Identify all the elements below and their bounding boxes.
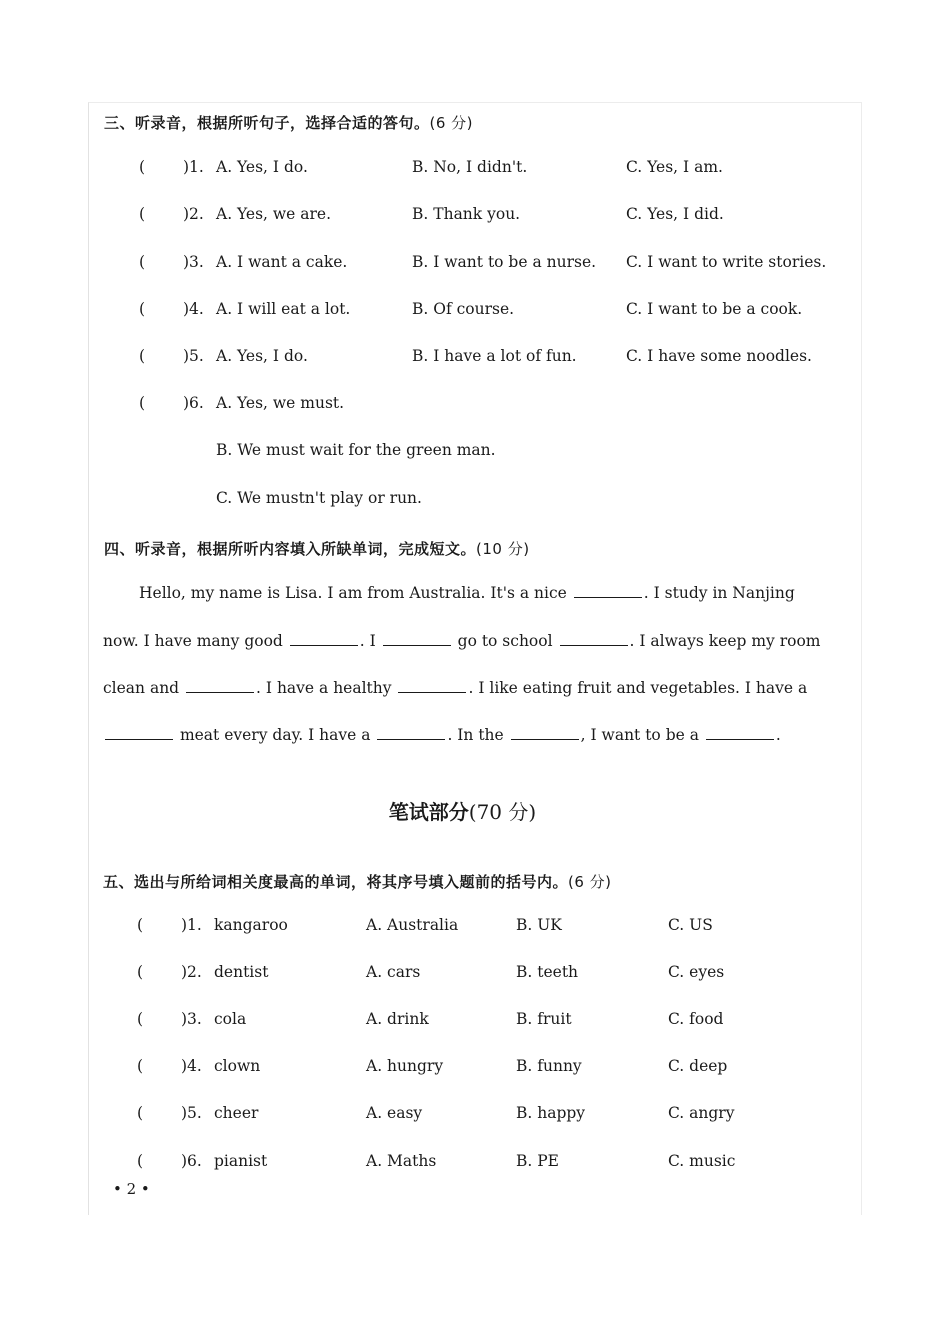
- option-b: B. Thank you.: [412, 205, 521, 223]
- option-b: B. PE: [516, 1152, 559, 1170]
- given-word: dentist: [214, 963, 269, 981]
- passage-text: now. I have many good: [103, 632, 283, 650]
- written-points: (70 分): [468, 800, 537, 824]
- option-a: A. hungry: [366, 1057, 444, 1075]
- given-word: kangaroo: [214, 916, 288, 934]
- passage-line-3: [103, 679, 807, 697]
- s5-question-6: [0, 1152, 950, 1176]
- section-5-title: 五、选出与所给词相关度最高的单词，将其序号填入题前的括号内。: [103, 873, 569, 891]
- s3-question-6: [0, 394, 950, 418]
- section-3-title: 三、听录音，根据所听句子，选择合适的答句。: [104, 114, 430, 132]
- s3-question-6-c: [0, 489, 950, 513]
- given-word: clown: [214, 1057, 261, 1075]
- fill-blank[interactable]: [560, 644, 628, 646]
- given-word: cheer: [214, 1104, 259, 1122]
- fill-blank[interactable]: [706, 738, 774, 740]
- section-5-heading: [103, 871, 612, 892]
- answer-paren[interactable]: (: [137, 963, 144, 981]
- answer-paren[interactable]: (: [137, 1010, 144, 1028]
- passage-text: , I want to be a: [580, 726, 699, 744]
- answer-paren[interactable]: (: [139, 205, 146, 223]
- option-a: A. Yes, we must.: [216, 394, 345, 412]
- question-number: )6.: [181, 1152, 202, 1170]
- written-title-text: 笔试部分: [388, 800, 469, 824]
- s3-question-5: [0, 347, 950, 371]
- fill-blank[interactable]: [511, 738, 579, 740]
- passage-text: meat every day. I have a: [179, 726, 371, 744]
- passage-text: Hello, my name is Lisa. I am from Australia. It's a nice: [139, 584, 567, 602]
- option-c: C. I want to be a cook.: [626, 300, 803, 318]
- question-number: )5.: [183, 347, 204, 365]
- s5-question-1: [0, 916, 950, 940]
- section-4-points: (10 分): [476, 540, 530, 558]
- option-a: A. I will eat a lot.: [216, 300, 351, 318]
- fill-blank[interactable]: [574, 596, 642, 598]
- passage-text: . I like eating fruit and vegetables. I have a: [468, 679, 808, 697]
- question-number: )4.: [181, 1057, 202, 1075]
- option-a: A. easy: [366, 1104, 423, 1122]
- passage-line-1: [139, 584, 795, 602]
- s5-question-4: [0, 1057, 950, 1081]
- question-number: )2.: [181, 963, 202, 981]
- page-number: • 2 •: [113, 1180, 150, 1198]
- question-number: )4.: [183, 300, 204, 318]
- section-3-points: (6 分): [429, 114, 474, 132]
- section-4-heading: [104, 538, 530, 559]
- passage-text: . I always keep my room: [629, 632, 821, 650]
- option-b: B. We must wait for the green man.: [216, 441, 496, 459]
- written-part-title: [0, 796, 925, 825]
- s3-question-1: [0, 158, 950, 182]
- option-c: C. deep: [668, 1057, 728, 1075]
- fill-blank[interactable]: [377, 738, 445, 740]
- option-c: C. music: [668, 1152, 736, 1170]
- s3-question-4: [0, 300, 950, 324]
- answer-paren[interactable]: (: [139, 158, 146, 176]
- question-number: )1.: [181, 916, 202, 934]
- option-a: A. Maths: [366, 1152, 437, 1170]
- passage-text: . I: [359, 632, 376, 650]
- passage-text: .: [775, 726, 781, 744]
- option-a: A. Australia: [366, 916, 459, 934]
- section-5-points: (6 分): [568, 873, 612, 891]
- s5-question-3: [0, 1010, 950, 1034]
- option-a: A. Yes, I do.: [216, 158, 308, 176]
- option-b: B. No, I didn't.: [412, 158, 528, 176]
- question-number: )3.: [183, 253, 204, 271]
- section-3-heading: [104, 112, 473, 133]
- answer-paren[interactable]: (: [139, 300, 146, 318]
- passage-text: . In the: [447, 726, 504, 744]
- given-word: cola: [214, 1010, 247, 1028]
- passage-text: . I study in Nanjing: [643, 584, 795, 602]
- option-b: B. fruit: [516, 1010, 572, 1028]
- option-c: C. We mustn't play or run.: [216, 489, 422, 507]
- question-number: )3.: [181, 1010, 202, 1028]
- option-b: B. UK: [516, 916, 562, 934]
- s3-question-3: [0, 253, 950, 277]
- option-c: C. I want to write stories.: [626, 253, 827, 271]
- option-c: C. I have some noodles.: [626, 347, 812, 365]
- answer-paren[interactable]: (: [137, 1057, 144, 1075]
- fill-blank[interactable]: [383, 644, 451, 646]
- passage-text: . I have a healthy: [256, 679, 392, 697]
- option-b: B. happy: [516, 1104, 586, 1122]
- option-c: C. food: [668, 1010, 724, 1028]
- answer-paren[interactable]: (: [139, 394, 146, 412]
- option-b: B. I have a lot of fun.: [412, 347, 577, 365]
- answer-paren[interactable]: (: [137, 1152, 144, 1170]
- answer-paren[interactable]: (: [137, 916, 144, 934]
- fill-blank[interactable]: [186, 691, 254, 693]
- answer-paren[interactable]: (: [139, 253, 146, 271]
- s5-question-2: [0, 963, 950, 987]
- option-b: B. I want to be a nurse.: [412, 253, 597, 271]
- option-c: C. Yes, I did.: [626, 205, 724, 223]
- option-b: B. funny: [516, 1057, 582, 1075]
- s3-question-2: [0, 205, 950, 229]
- option-b: B. Of course.: [412, 300, 515, 318]
- option-c: C. US: [668, 916, 713, 934]
- option-a: A. cars: [366, 963, 421, 981]
- question-number: )2.: [183, 205, 204, 223]
- question-number: )1.: [183, 158, 204, 176]
- option-a: A. Yes, I do.: [216, 347, 308, 365]
- option-a: A. I want a cake.: [216, 253, 348, 271]
- option-c: C. Yes, I am.: [626, 158, 723, 176]
- fill-blank[interactable]: [105, 738, 173, 740]
- passage-line-4: [103, 726, 781, 744]
- option-c: C. angry: [668, 1104, 735, 1122]
- section-4-title: 四、听录音，根据所听内容填入所缺单词，完成短文。: [104, 540, 477, 558]
- fill-blank[interactable]: [398, 691, 466, 693]
- question-number: )5.: [181, 1104, 202, 1122]
- option-a: A. drink: [366, 1010, 429, 1028]
- fill-blank[interactable]: [290, 644, 358, 646]
- passage-text: go to school: [457, 632, 553, 650]
- option-b: B. teeth: [516, 963, 579, 981]
- answer-paren[interactable]: (: [137, 1104, 144, 1122]
- option-a: A. Yes, we are.: [216, 205, 332, 223]
- answer-paren[interactable]: (: [139, 347, 146, 365]
- passage-text: clean and: [103, 679, 180, 697]
- s3-question-6-b: [0, 441, 950, 465]
- s5-question-5: [0, 1104, 950, 1128]
- given-word: pianist: [214, 1152, 268, 1170]
- option-c: C. eyes: [668, 963, 725, 981]
- passage-line-2: [103, 632, 821, 650]
- question-number: )6.: [183, 394, 204, 412]
